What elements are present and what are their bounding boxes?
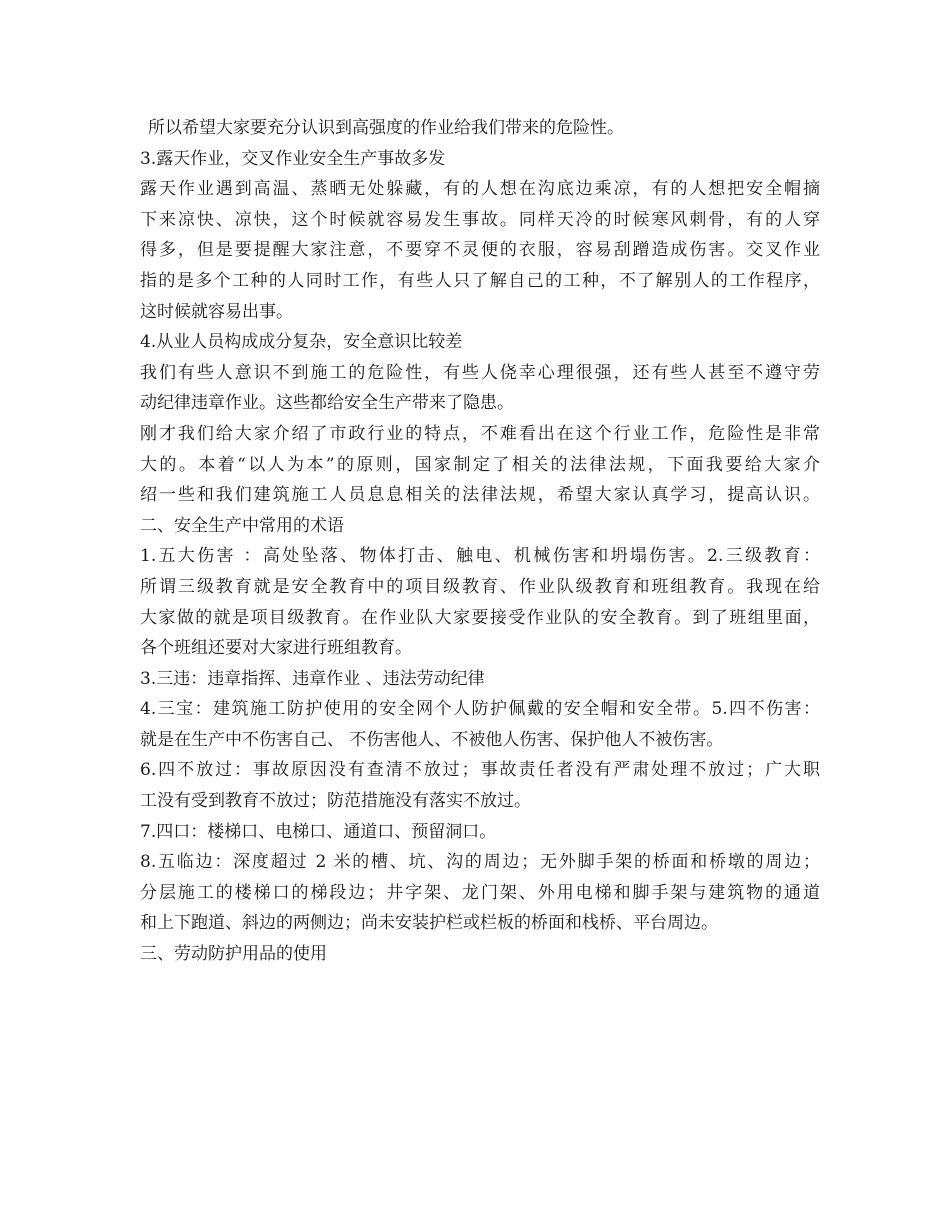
- paragraph-line: 我们有些人意识不到施工的危险性，有些人侥幸心理很强，还有些人甚至不遵守劳: [140, 362, 820, 383]
- paragraph-line: 8.五临边：深度超过 2 米的槽、坑、沟的周边；无外脚手架的桥面和桥墩的周边；: [140, 852, 820, 873]
- section-heading: 二、安全生产中常用的术语: [140, 515, 344, 536]
- section-heading: 三、劳动防护用品的使用: [140, 944, 327, 965]
- paragraph-line: 这时候就容易出事。: [140, 301, 293, 322]
- paragraph-line: 和上下跑道、斜边的两侧边；尚未安装护栏或栏板的桥面和栈桥、平台周边。: [140, 913, 718, 934]
- section-heading: 4.从业人员构成成分复杂，安全意识比较差: [140, 332, 463, 353]
- paragraph-line: 所以希望大家要充分认识到高强度的作业给我们带来的危险性。: [148, 118, 624, 138]
- paragraph-line: 6.四不放过：事故原因没有查清不放过；事故责任者没有严肃处理不放过；广大职: [140, 760, 820, 781]
- section-heading: 3.露天作业，交叉作业安全生产事故多发: [140, 148, 446, 169]
- paragraph-line: 3.三违：违章指挥、违章作业 、违法劳动纪律: [140, 668, 485, 689]
- paragraph-line: 工没有受到教育不放过；防范措施没有落实不放过。: [140, 791, 531, 812]
- paragraph-line: 动纪律违章作业。这些都给安全生产带来了隐患。: [140, 393, 514, 414]
- paragraph-line: 1.五大伤害 ：高处坠落、物体打击、触电、机械伤害和坍塌伤害。2.三级教育：: [140, 546, 820, 567]
- paragraph-line: 刚才我们给大家介绍了市政行业的特点，不难看出在这个行业工作，危险性是非常: [140, 423, 820, 444]
- paragraph-line: 指的是多个工种的人同时工作，有些人只了解自己的工种，不了解别人的工作程序，: [140, 270, 820, 291]
- paragraph-line: 分层施工的楼梯口的梯段边；井字架、龙门架、外用电梯和脚手架与建筑物的通道: [140, 882, 820, 903]
- paragraph-line: 下来凉快、凉快，这个时候就容易发生事故。同样天冷的时候寒风刺骨，有的人穿: [140, 209, 820, 230]
- paragraph-line: 绍一些和我们建筑施工人员息息相关的法律法规，希望大家认真学习，提高认识。: [140, 485, 820, 506]
- paragraph-line: 就是在生产中不伤害自己、 不伤害他人、不被他人伤害、保护他人不被伤害。: [140, 729, 724, 750]
- paragraph-line: 大的。本着“以人为本”的原则，国家制定了相关的法律法规，下面我要给大家介: [140, 454, 820, 475]
- paragraph-line: 大家做的就是项目级教育。在作业队大家要接受作业队的安全教育。到了班组里面，: [140, 607, 820, 628]
- paragraph-line: 露天作业遇到高温、蒸晒无处躲藏，有的人想在沟底边乘凉，有的人想把安全帽摘: [140, 179, 820, 200]
- paragraph-line: 7.四口：楼梯口、电梯口、通道口、预留洞口。: [140, 821, 497, 842]
- paragraph-line: 各个班组还要对大家进行班组教育。: [140, 638, 412, 659]
- paragraph-line: 得多，但是要提醒大家注意，不要穿不灵便的衣服，容易刮蹭造成伤害。交叉作业: [140, 240, 820, 261]
- paragraph-line: 4.三宝：建筑施工防护使用的安全网个人防护佩戴的安全帽和安全带。5.四不伤害：: [140, 699, 820, 720]
- document-body: [140, 113, 820, 970]
- paragraph-line: 所谓三级教育就是安全教育中的项目级教育、作业队级教育和班组教育。我现在给: [140, 576, 820, 597]
